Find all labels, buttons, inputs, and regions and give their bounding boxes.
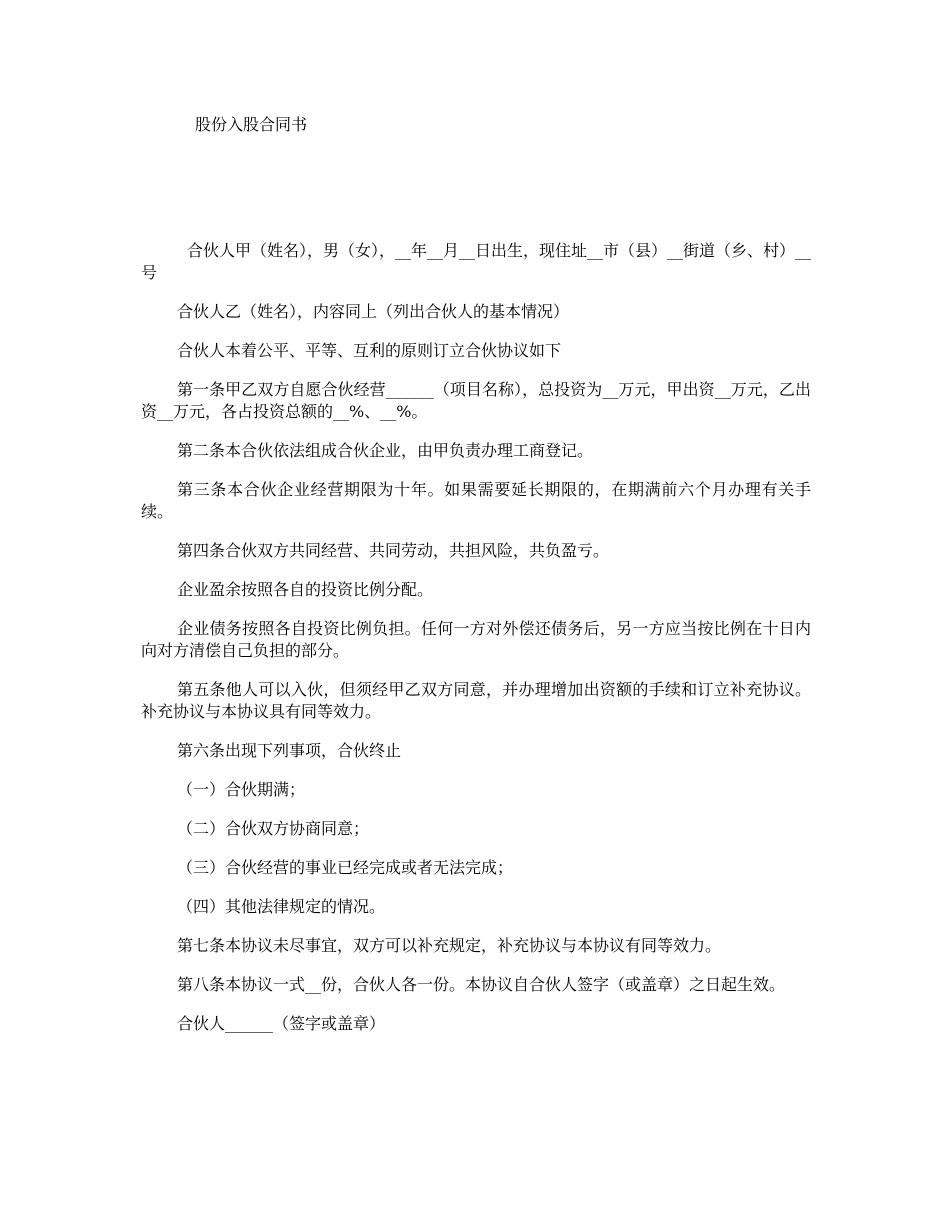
paragraph-debt: 企业债务按照各自投资比例负担。任何一方对外偿还债务后，另一方应当按比例在十日内向对方清偿自己负担的部分。	[141, 619, 811, 660]
paragraph-article-4: 第四条合伙双方共同经营、共同劳动，共担风险，共负盈亏。	[177, 541, 610, 560]
paragraph-principle: 合伙人本着公平、平等、互利的原则订立合伙协议如下	[177, 341, 562, 360]
document-body	[141, 240, 811, 1052]
paragraph-article-1: 第一条甲乙双方自愿合伙经营______（项目名称），总投资为__万元，甲出资__万元，乙出资__万元，各占投资总额的__%、__%。	[141, 380, 811, 421]
paragraph-item-3: （三）合伙经营的事业已经完成或者无法完成；	[177, 858, 514, 877]
paragraph-partner-a: 合伙人甲（姓名），男（女），__年__月__日出生，现住址__市（县）__街道（乡、村）__号	[141, 241, 812, 282]
paragraph-article-6: 第六条出现下列事项，合伙终止	[177, 741, 402, 760]
paragraph-profit: 企业盈余按照各自的投资比例分配。	[177, 580, 434, 599]
paragraph-item-2: （二）合伙双方协商同意；	[177, 819, 370, 838]
paragraph-item-4: （四）其他法律规定的情况。	[177, 897, 386, 916]
paragraph-article-2: 第二条本合伙依法组成合伙企业，由甲负责办理工商登记。	[177, 441, 594, 460]
paragraph-article-8: 第八条本协议一式__份，合伙人各一份。本协议自合伙人签字（或盖章）之日起生效。	[177, 975, 786, 994]
paragraph-article-7: 第七条本协议未尽事宜，双方可以补充规定，补充协议与本协议有同等效力。	[177, 936, 722, 955]
document-title: 股份入股合同书	[195, 115, 308, 134]
paragraph-partner-b: 合伙人乙（姓名），内容同上（列出合伙人的基本情况）	[177, 302, 570, 321]
paragraph-article-3: 第三条本合伙企业经营期限为十年。如果需要延长期限的，在期满前六个月办理有关手续。	[141, 480, 811, 521]
paragraph-article-5: 第五条他人可以入伙，但须经甲乙双方同意，并办理增加出资额的手续和订立补充协议。补充协议与本协议具有同等效力。	[141, 680, 811, 721]
paragraph-item-1: （一）合伙期满；	[177, 780, 306, 799]
paragraph-signature: 合伙人______（签字或盖章）	[177, 1014, 386, 1033]
